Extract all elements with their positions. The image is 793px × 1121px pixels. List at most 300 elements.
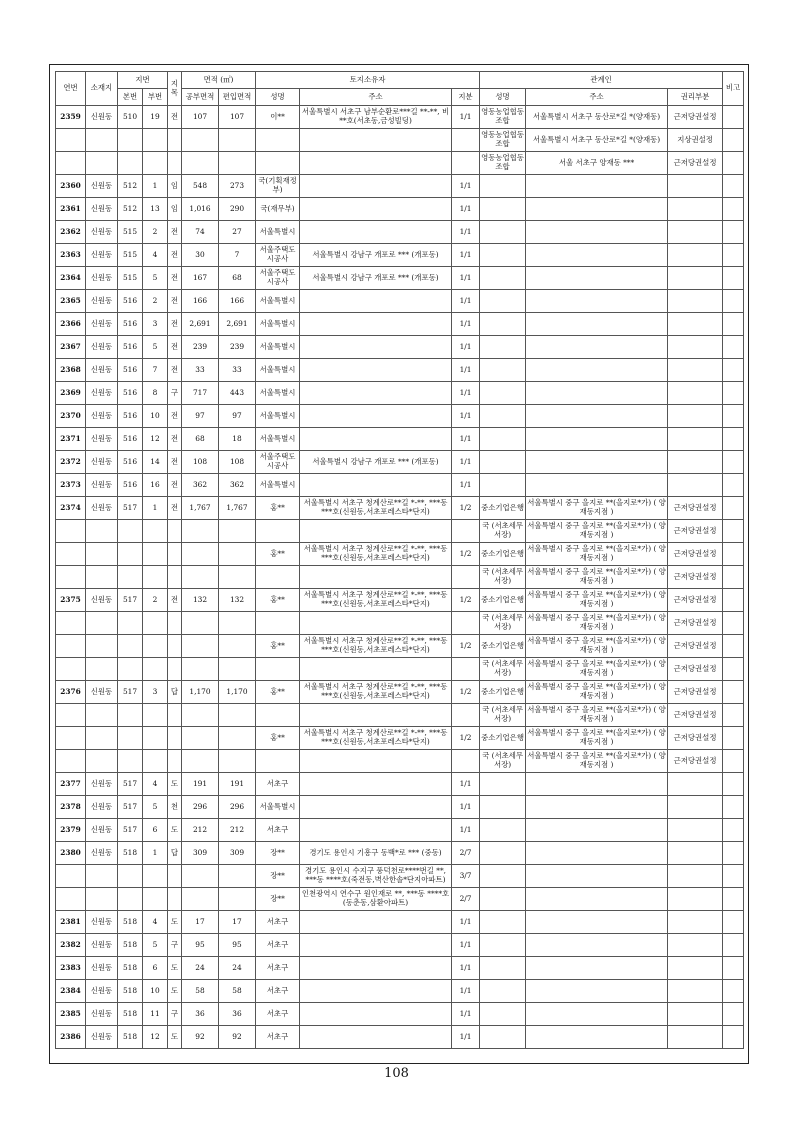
cell-remarks	[723, 888, 744, 911]
cell-registered-area: 108	[182, 451, 219, 474]
cell-registered-area: 191	[182, 773, 219, 796]
cell-owner-name: 서울특별시	[256, 382, 300, 405]
cell-owner-name: 서초구	[256, 980, 300, 1003]
cell-location: 신원동	[86, 681, 118, 704]
cell-location	[86, 750, 118, 773]
cell-registered-area: 132	[182, 589, 219, 612]
table-row	[56, 865, 744, 888]
cell-stakeholder-name	[480, 957, 526, 980]
cell-incorporated-area	[219, 543, 256, 566]
cell-stakeholder-address: 서울특별시 중구 을지로 **(을지로*가) ( 양재동지점 )	[526, 727, 668, 750]
cell-owner-name: 이**	[256, 106, 300, 129]
cell-incorporated-area: 166	[219, 290, 256, 313]
cell-share: 1/1	[452, 934, 480, 957]
cell-stakeholder-name	[480, 934, 526, 957]
cell-land-category: 전	[168, 106, 182, 129]
cell-right-type: 근저당권설정	[668, 520, 723, 543]
cell-share: 1/1	[452, 1026, 480, 1049]
cell-main-number: 517	[118, 819, 143, 842]
cell-stakeholder-address: 서울특별시 중구 을지로 **(을지로*가) ( 양재동지점 )	[526, 497, 668, 520]
cell-remarks	[723, 658, 744, 681]
table-row	[56, 773, 744, 796]
cell-stakeholder-address: 서울특별시 중구 을지로 **(을지로*가) ( 양재동지점 )	[526, 566, 668, 589]
cell-share	[452, 129, 480, 152]
cell-location: 신원동	[86, 819, 118, 842]
cell-registered-area	[182, 727, 219, 750]
cell-stakeholder-address	[526, 865, 668, 888]
header-owner-address: 주소	[300, 89, 452, 106]
cell-location: 신원동	[86, 428, 118, 451]
cell-registered-area	[182, 152, 219, 175]
cell-right-type	[668, 819, 723, 842]
cell-stakeholder-name	[480, 474, 526, 497]
cell-owner-name: 국(재무부)	[256, 198, 300, 221]
cell-share: 1/1	[452, 175, 480, 198]
cell-remarks	[723, 267, 744, 290]
cell-stakeholder-name: 영동농업협동조합	[480, 106, 526, 129]
cell-location: 신원동	[86, 1026, 118, 1049]
cell-owner-name: 장**	[256, 888, 300, 911]
cell-incorporated-area: 95	[219, 934, 256, 957]
cell-right-type: 근저당권설정	[668, 612, 723, 635]
cell-registered-area: 30	[182, 244, 219, 267]
cell-stakeholder-address	[526, 267, 668, 290]
cell-land-category	[168, 865, 182, 888]
cell-registered-area	[182, 129, 219, 152]
cell-remarks	[723, 796, 744, 819]
cell-owner-name: 서초구	[256, 1026, 300, 1049]
cell-stakeholder-name	[480, 267, 526, 290]
cell-sub-number: 5	[143, 336, 168, 359]
cell-location: 신원동	[86, 221, 118, 244]
header-location: 소재지	[86, 72, 118, 106]
page-number: 108	[384, 1066, 409, 1081]
cell-main-number: 518	[118, 1026, 143, 1049]
cell-main-number: 515	[118, 267, 143, 290]
cell-serial: 2382	[56, 934, 86, 957]
cell-location	[86, 566, 118, 589]
cell-serial: 2366	[56, 313, 86, 336]
cell-serial: 2368	[56, 359, 86, 382]
cell-stakeholder-name	[480, 336, 526, 359]
cell-serial: 2367	[56, 336, 86, 359]
cell-owner-address	[300, 405, 452, 428]
cell-owner-address: 서울특별시 서초구 청계산로**길 *-**, ***동 ***호(신원동,서초포레스타*단지)	[300, 543, 452, 566]
cell-owner-name: 서울특별시	[256, 313, 300, 336]
cell-share: 1/1	[452, 819, 480, 842]
cell-share: 1/2	[452, 543, 480, 566]
cell-incorporated-area: 273	[219, 175, 256, 198]
cell-stakeholder-name: 국 (서초세무서장)	[480, 520, 526, 543]
cell-share: 2/7	[452, 842, 480, 865]
cell-share: 1/2	[452, 727, 480, 750]
cell-incorporated-area	[219, 612, 256, 635]
cell-right-type: 근저당권설정	[668, 727, 723, 750]
table-row	[56, 796, 744, 819]
table-row	[56, 129, 744, 152]
cell-sub-number: 4	[143, 773, 168, 796]
cell-stakeholder-name: 중소기업은행	[480, 635, 526, 658]
cell-location: 신원동	[86, 244, 118, 267]
cell-sub-number: 2	[143, 589, 168, 612]
cell-incorporated-area	[219, 704, 256, 727]
cell-registered-area: 97	[182, 405, 219, 428]
cell-land-category: 구	[168, 382, 182, 405]
cell-incorporated-area: 239	[219, 336, 256, 359]
cell-stakeholder-name	[480, 221, 526, 244]
cell-owner-name: 장**	[256, 865, 300, 888]
cell-owner-address	[300, 175, 452, 198]
header-stakeholder-name: 성명	[480, 89, 526, 106]
cell-registered-area	[182, 520, 219, 543]
header-land-category: 지목	[168, 72, 182, 106]
cell-stakeholder-name	[480, 1003, 526, 1026]
cell-owner-address	[300, 980, 452, 1003]
cell-location: 신원동	[86, 382, 118, 405]
cell-main-number: 516	[118, 382, 143, 405]
cell-owner-name: 서울특별시	[256, 221, 300, 244]
cell-sub-number: 19	[143, 106, 168, 129]
cell-registered-area	[182, 865, 219, 888]
header-serial: 연번	[56, 72, 86, 106]
cell-location: 신원동	[86, 497, 118, 520]
cell-location: 신원동	[86, 106, 118, 129]
cell-serial: 2384	[56, 980, 86, 1003]
cell-owner-address	[300, 152, 452, 175]
cell-incorporated-area	[219, 520, 256, 543]
cell-serial: 2377	[56, 773, 86, 796]
cell-remarks	[723, 336, 744, 359]
cell-main-number	[118, 865, 143, 888]
cell-right-type	[668, 773, 723, 796]
cell-owner-name: 홍**	[256, 497, 300, 520]
cell-remarks	[723, 612, 744, 635]
cell-registered-area	[182, 704, 219, 727]
cell-main-number	[118, 152, 143, 175]
cell-main-number: 518	[118, 911, 143, 934]
cell-owner-name: 서울주택도시공사	[256, 451, 300, 474]
cell-main-number: 518	[118, 1003, 143, 1026]
cell-stakeholder-address	[526, 336, 668, 359]
cell-registered-area: 36	[182, 1003, 219, 1026]
cell-stakeholder-address	[526, 888, 668, 911]
cell-location: 신원동	[86, 934, 118, 957]
cell-registered-area: 92	[182, 1026, 219, 1049]
cell-stakeholder-address	[526, 1003, 668, 1026]
cell-stakeholder-address: 서울특별시 중구 을지로 **(을지로*가) ( 양재동지점 )	[526, 543, 668, 566]
cell-owner-name: 홍**	[256, 681, 300, 704]
cell-sub-number	[143, 888, 168, 911]
cell-serial: 2371	[56, 428, 86, 451]
cell-land-category: 답	[168, 842, 182, 865]
cell-owner-address: 서울특별시 서초구 청계산로**길 *-**, ***동***호(신원동,서초포레스타*단지)	[300, 589, 452, 612]
cell-right-type: 근저당권설정	[668, 106, 723, 129]
cell-right-type	[668, 175, 723, 198]
cell-serial: 2386	[56, 1026, 86, 1049]
cell-stakeholder-name	[480, 796, 526, 819]
cell-land-category: 전	[168, 474, 182, 497]
cell-location: 신원동	[86, 313, 118, 336]
cell-main-number	[118, 635, 143, 658]
cell-main-number: 512	[118, 198, 143, 221]
table-row	[56, 451, 744, 474]
cell-stakeholder-name	[480, 290, 526, 313]
cell-land-category: 전	[168, 405, 182, 428]
cell-incorporated-area: 191	[219, 773, 256, 796]
cell-incorporated-area: 296	[219, 796, 256, 819]
cell-owner-name: 서초구	[256, 819, 300, 842]
cell-stakeholder-name: 국 (서초세무서장)	[480, 566, 526, 589]
cell-owner-address: 서울특별시 강남구 개포로 *** (개포동)	[300, 267, 452, 290]
table-row	[56, 612, 744, 635]
cell-share: 1/1	[452, 773, 480, 796]
cell-serial: 2373	[56, 474, 86, 497]
table-row	[56, 1026, 744, 1049]
cell-location	[86, 865, 118, 888]
cell-owner-address	[300, 382, 452, 405]
cell-share: 1/1	[452, 911, 480, 934]
table-row	[56, 957, 744, 980]
cell-registered-area: 2,691	[182, 313, 219, 336]
cell-sub-number: 13	[143, 198, 168, 221]
cell-right-type	[668, 842, 723, 865]
cell-remarks	[723, 566, 744, 589]
cell-location	[86, 543, 118, 566]
header-lot-number: 지번	[118, 72, 168, 89]
cell-right-type: 근저당권설정	[668, 152, 723, 175]
cell-main-number: 517	[118, 773, 143, 796]
cell-share: 2/7	[452, 888, 480, 911]
cell-incorporated-area: 7	[219, 244, 256, 267]
cell-incorporated-area: 1,170	[219, 681, 256, 704]
cell-stakeholder-name	[480, 175, 526, 198]
cell-stakeholder-address	[526, 934, 668, 957]
cell-share: 1/1	[452, 290, 480, 313]
cell-sub-number: 1	[143, 497, 168, 520]
cell-incorporated-area	[219, 888, 256, 911]
cell-land-category	[168, 658, 182, 681]
cell-serial	[56, 658, 86, 681]
cell-main-number: 517	[118, 681, 143, 704]
cell-main-number: 516	[118, 359, 143, 382]
cell-location	[86, 612, 118, 635]
cell-owner-name	[256, 566, 300, 589]
cell-sub-number	[143, 543, 168, 566]
cell-sub-number	[143, 865, 168, 888]
cell-registered-area: 167	[182, 267, 219, 290]
cell-serial: 2364	[56, 267, 86, 290]
header-main-number: 본번	[118, 89, 143, 106]
cell-serial	[56, 704, 86, 727]
cell-land-category: 도	[168, 911, 182, 934]
cell-stakeholder-address	[526, 451, 668, 474]
cell-stakeholder-address	[526, 382, 668, 405]
cell-owner-name: 서초구	[256, 911, 300, 934]
cell-sub-number	[143, 520, 168, 543]
cell-share: 1/1	[452, 957, 480, 980]
cell-serial: 2363	[56, 244, 86, 267]
cell-registered-area: 212	[182, 819, 219, 842]
cell-owner-address	[300, 198, 452, 221]
cell-serial: 2376	[56, 681, 86, 704]
cell-share: 1/1	[452, 221, 480, 244]
table-row	[56, 842, 744, 865]
cell-main-number: 510	[118, 106, 143, 129]
cell-stakeholder-name	[480, 359, 526, 382]
table-row	[56, 313, 744, 336]
cell-incorporated-area: 18	[219, 428, 256, 451]
cell-remarks	[723, 1026, 744, 1049]
cell-location: 신원동	[86, 980, 118, 1003]
cell-main-number: 517	[118, 796, 143, 819]
header-registered-area: 공부면적	[182, 89, 219, 106]
cell-serial	[56, 520, 86, 543]
cell-owner-address	[300, 658, 452, 681]
cell-stakeholder-name	[480, 865, 526, 888]
cell-right-type	[668, 244, 723, 267]
cell-owner-address	[300, 520, 452, 543]
cell-stakeholder-address	[526, 957, 668, 980]
cell-owner-name: 홍**	[256, 589, 300, 612]
cell-remarks	[723, 635, 744, 658]
cell-main-number	[118, 543, 143, 566]
cell-incorporated-area: 24	[219, 957, 256, 980]
cell-stakeholder-address: 서울 서초구 양재동 ***	[526, 152, 668, 175]
cell-share: 1/1	[452, 980, 480, 1003]
cell-stakeholder-name: 영동농업협동조합	[480, 129, 526, 152]
cell-owner-name: 서울특별시	[256, 290, 300, 313]
cell-stakeholder-address: 서울특별시 중구 을지로 **(을지로*가) ( 양재동지점 )	[526, 704, 668, 727]
cell-stakeholder-address	[526, 175, 668, 198]
cell-owner-address	[300, 750, 452, 773]
cell-remarks	[723, 865, 744, 888]
cell-sub-number: 1	[143, 175, 168, 198]
cell-location: 신원동	[86, 589, 118, 612]
cell-stakeholder-address	[526, 1026, 668, 1049]
cell-registered-area: 24	[182, 957, 219, 980]
cell-land-category: 전	[168, 589, 182, 612]
cell-land-category	[168, 566, 182, 589]
cell-main-number: 516	[118, 428, 143, 451]
cell-registered-area	[182, 635, 219, 658]
cell-stakeholder-address: 서울특별시 중구 을지로 **(을지로*가) ( 양재동지점 )	[526, 612, 668, 635]
cell-sub-number: 12	[143, 1026, 168, 1049]
cell-serial: 2380	[56, 842, 86, 865]
cell-owner-name: 장**	[256, 842, 300, 865]
cell-incorporated-area: 92	[219, 1026, 256, 1049]
cell-right-type	[668, 221, 723, 244]
cell-owner-name	[256, 152, 300, 175]
table-row	[56, 635, 744, 658]
cell-stakeholder-name: 중소기업은행	[480, 681, 526, 704]
cell-location	[86, 520, 118, 543]
cell-location	[86, 704, 118, 727]
cell-incorporated-area: 17	[219, 911, 256, 934]
cell-stakeholder-name	[480, 382, 526, 405]
cell-land-category	[168, 152, 182, 175]
cell-right-type	[668, 888, 723, 911]
header-stakeholder: 관계인	[480, 72, 723, 89]
cell-incorporated-area	[219, 750, 256, 773]
table-row	[56, 405, 744, 428]
table-row	[56, 267, 744, 290]
cell-main-number: 516	[118, 313, 143, 336]
header-incorporated-area: 편입면적	[219, 89, 256, 106]
cell-main-number	[118, 727, 143, 750]
cell-owner-address: 서울특별시 강남구 개포로 *** (개포동)	[300, 244, 452, 267]
cell-share	[452, 566, 480, 589]
cell-remarks	[723, 106, 744, 129]
cell-owner-address: 서울특별시 서초구 청계산로**길 *-**, ***동 ***호(신원동,서초포레스타*단지)	[300, 497, 452, 520]
cell-stakeholder-address	[526, 842, 668, 865]
cell-main-number: 518	[118, 842, 143, 865]
cell-sub-number	[143, 635, 168, 658]
cell-remarks	[723, 681, 744, 704]
cell-owner-name: 홍**	[256, 543, 300, 566]
cell-serial: 2374	[56, 497, 86, 520]
cell-right-type: 근저당권설정	[668, 681, 723, 704]
cell-registered-area: 296	[182, 796, 219, 819]
table-row	[56, 543, 744, 566]
table-row	[56, 221, 744, 244]
cell-owner-name: 서초구	[256, 773, 300, 796]
cell-incorporated-area: 68	[219, 267, 256, 290]
cell-owner-name	[256, 658, 300, 681]
cell-share	[452, 750, 480, 773]
cell-location: 신원동	[86, 451, 118, 474]
cell-incorporated-area	[219, 658, 256, 681]
cell-stakeholder-address	[526, 359, 668, 382]
cell-share: 1/1	[452, 428, 480, 451]
cell-stakeholder-name	[480, 1026, 526, 1049]
cell-remarks	[723, 497, 744, 520]
cell-right-type	[668, 382, 723, 405]
cell-sub-number: 16	[143, 474, 168, 497]
cell-remarks	[723, 819, 744, 842]
cell-registered-area	[182, 612, 219, 635]
cell-location: 신원동	[86, 267, 118, 290]
cell-incorporated-area: 58	[219, 980, 256, 1003]
cell-serial: 2375	[56, 589, 86, 612]
cell-incorporated-area: 27	[219, 221, 256, 244]
cell-share	[452, 704, 480, 727]
cell-owner-address	[300, 359, 452, 382]
cell-incorporated-area: 309	[219, 842, 256, 865]
cell-incorporated-area: 443	[219, 382, 256, 405]
cell-serial: 2372	[56, 451, 86, 474]
cell-serial: 2369	[56, 382, 86, 405]
cell-land-category	[168, 704, 182, 727]
cell-location: 신원동	[86, 796, 118, 819]
cell-land-category	[168, 612, 182, 635]
cell-right-type	[668, 405, 723, 428]
cell-owner-address	[300, 428, 452, 451]
cell-sub-number: 10	[143, 405, 168, 428]
cell-serial	[56, 750, 86, 773]
cell-location: 신원동	[86, 359, 118, 382]
cell-location: 신원동	[86, 290, 118, 313]
cell-main-number	[118, 750, 143, 773]
cell-owner-name: 홍**	[256, 635, 300, 658]
cell-remarks	[723, 543, 744, 566]
cell-owner-name: 서초구	[256, 934, 300, 957]
cell-main-number: 518	[118, 980, 143, 1003]
cell-registered-area: 717	[182, 382, 219, 405]
cell-land-category: 전	[168, 313, 182, 336]
cell-serial	[56, 152, 86, 175]
cell-owner-address: 인천광역시 연수구 원인재로 **, ***동 ****호 (동춘동,삼환아파트)	[300, 888, 452, 911]
cell-stakeholder-name	[480, 244, 526, 267]
